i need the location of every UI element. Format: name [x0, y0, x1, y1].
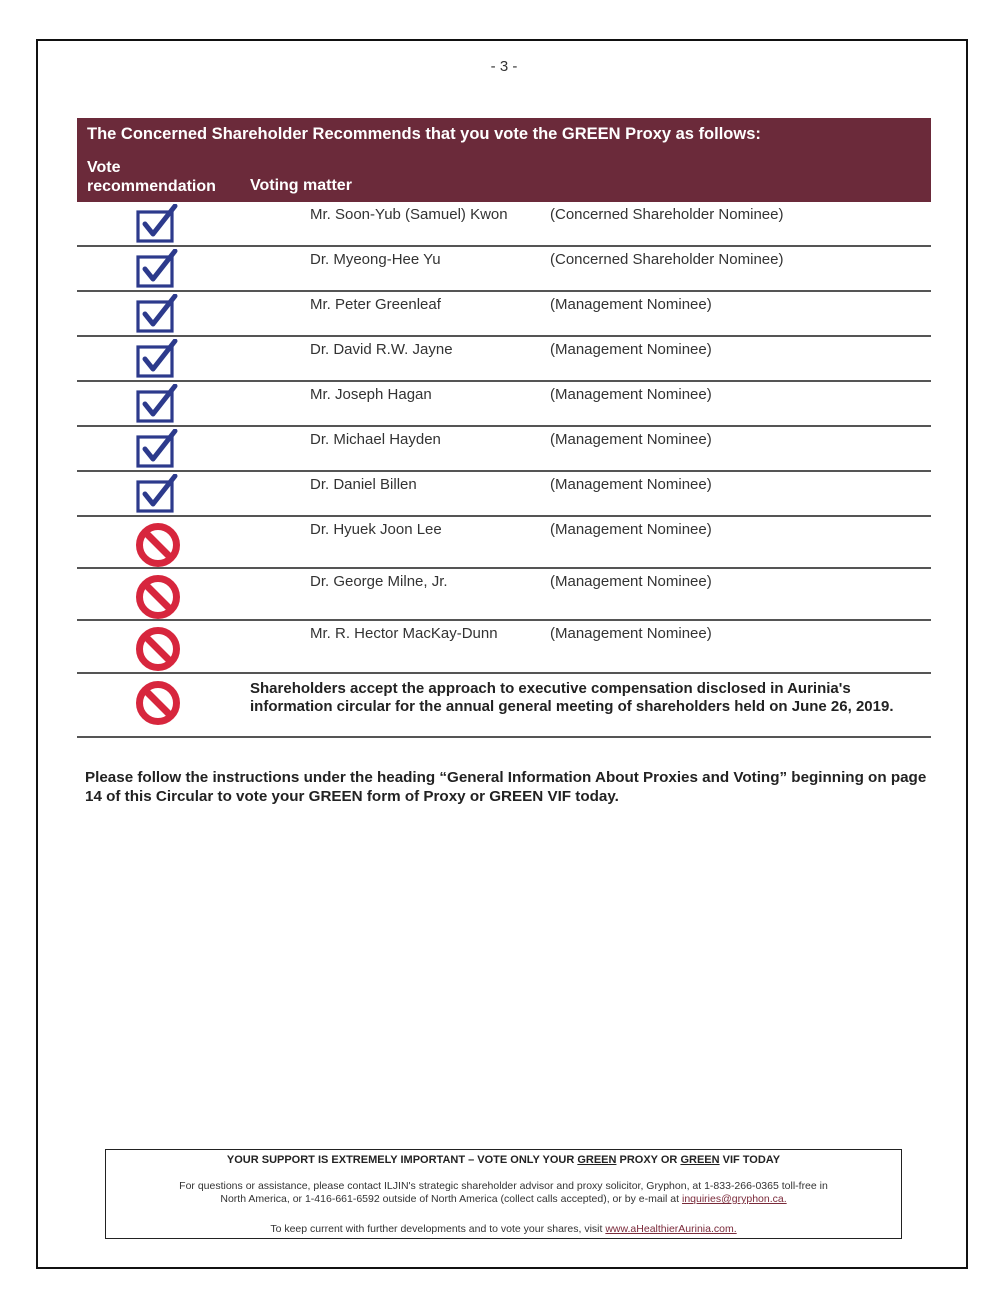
voting-table [77, 202, 931, 738]
no-entry-icon [135, 680, 181, 731]
no-entry-icon [135, 574, 181, 625]
checkbox-checked-icon [135, 339, 179, 384]
nominee-name: Mr. R. Hector MacKay-Dunn [310, 625, 498, 642]
nominee-name: Mr. Soon-Yub (Samuel) Kwon [310, 206, 508, 223]
nominee-role: (Management Nominee) [550, 521, 712, 538]
table-header-banner [77, 118, 931, 202]
column-header-line: Vote [87, 159, 121, 176]
checkbox-checked-icon [135, 294, 179, 339]
no-entry-icon [135, 522, 181, 573]
footer-heading-text: VIF TODAY [719, 1154, 781, 1166]
nominee-role: (Concerned Shareholder Nominee) [550, 206, 784, 223]
nominee-role: (Management Nominee) [550, 296, 712, 313]
table-row [77, 472, 931, 517]
checkbox-checked-icon [135, 474, 179, 519]
footer-heading-green: GREEN [577, 1154, 617, 1166]
table-row [77, 427, 931, 472]
footer-heading-text: PROXY OR [616, 1154, 681, 1166]
nominee-role: (Management Nominee) [550, 573, 712, 590]
table-row [77, 382, 931, 427]
nominee-name: Dr. Myeong-Hee Yu [310, 251, 441, 268]
checkbox-checked-icon [135, 384, 179, 429]
nominee-role: (Management Nominee) [550, 386, 712, 403]
footer-contact-line-2 [106, 1193, 901, 1205]
nominee-name: Dr. Hyuek Joon Lee [310, 521, 442, 538]
footer-contact-text: North America, or 1-416-661-6592 outside of North America (collect calls accepted), or by e-mail at [220, 1193, 682, 1205]
nominee-name: Mr. Joseph Hagan [310, 386, 432, 403]
website-link[interactable]: www.aHealthierAurinia.com. [605, 1223, 737, 1235]
table-row [77, 517, 931, 569]
nominee-name: Mr. Peter Greenleaf [310, 296, 441, 313]
table-row [77, 621, 931, 674]
banner-title: The Concerned Shareholder Recommends that you vote the GREEN Proxy as follows: [87, 125, 761, 143]
checkbox-checked-icon [135, 249, 179, 294]
compensation-matter: Shareholders accept the approach to executive compensation disclosed in Aurinia's information circular for the annual general meeting of shareholders held on June 26, 2019. [250, 680, 894, 715]
instructions-note: Please follow the instructions under the heading “General Information About Proxies and Voting” beginning on page 14 of this Circular to vote your GREEN form of Proxy or GREEN VIF today. [85, 769, 927, 805]
table-row [77, 569, 931, 621]
nominee-role: (Management Nominee) [550, 341, 712, 358]
column-header-line: recommendation [87, 178, 216, 195]
table-row [77, 292, 931, 337]
table-row [77, 337, 931, 382]
checkbox-checked-icon [135, 429, 179, 474]
checkbox-checked-icon [135, 204, 179, 249]
column-header-voting-matter: Voting matter [250, 177, 352, 194]
footer-heading-text: YOUR SUPPORT IS EXTREMELY IMPORTANT – VOTE ONLY YOUR [226, 1154, 578, 1166]
table-row-compensation [77, 674, 931, 738]
footer-heading [106, 1154, 901, 1166]
page-number: - 3 - [490, 58, 518, 75]
nominee-name: Dr. Daniel Billen [310, 476, 417, 493]
nominee-name: Dr. David R.W. Jayne [310, 341, 453, 358]
nominee-role: (Management Nominee) [550, 476, 712, 493]
footer-heading-green: GREEN [680, 1154, 720, 1166]
footer-website-line [106, 1223, 901, 1235]
column-header-vote-recommendation [87, 158, 216, 196]
nominee-name: Dr. Michael Hayden [310, 431, 441, 448]
no-entry-icon [135, 626, 181, 677]
nominee-role: (Management Nominee) [550, 625, 712, 642]
table-row [77, 202, 931, 247]
email-link[interactable]: inquiries@gryphon.ca. [682, 1193, 787, 1205]
nominee-name: Dr. George Milne, Jr. [310, 573, 448, 590]
footer-contact-line: For questions or assistance, please contact ILJIN's strategic shareholder advisor and proxy solicitor, Gryphon, at 1-833-266-0365 toll-free in [179, 1180, 828, 1192]
nominee-role: (Management Nominee) [550, 431, 712, 448]
footer-box [105, 1149, 902, 1239]
footer-website-text: To keep current with further developments and to vote your shares, visit [270, 1223, 606, 1235]
table-row [77, 247, 931, 292]
nominee-role: (Concerned Shareholder Nominee) [550, 251, 784, 268]
